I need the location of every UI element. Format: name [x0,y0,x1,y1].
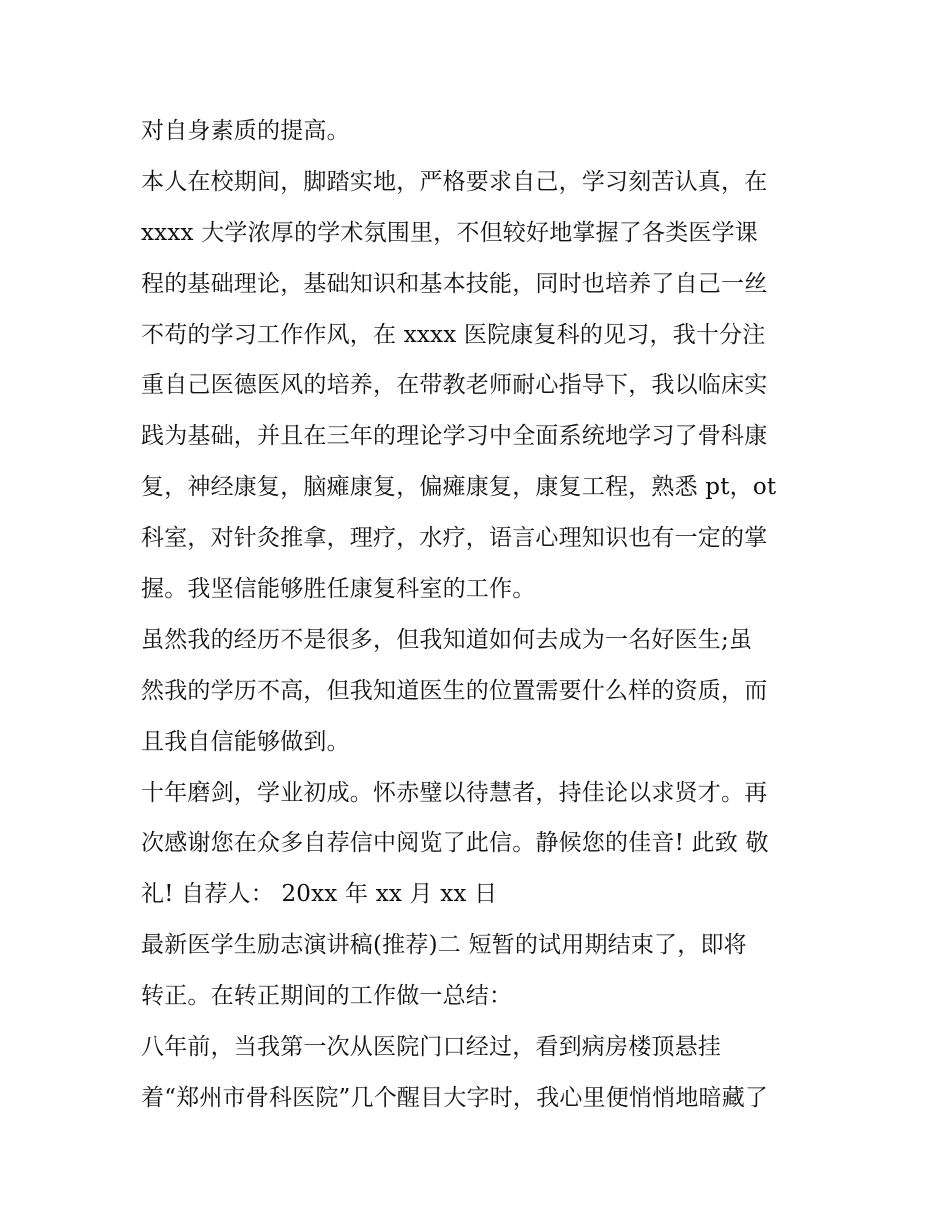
text-line: xxxx 大学浓厚的学术氛围里，不但较好地掌握了各类医学课 [141,219,758,246]
document-body [141,106,821,1124]
text-line: 程的基础理论，基础知识和基本技能，同时也培养了自己一丝 [141,270,768,297]
text-line: 握。我坚信能够胜任康复科室的工作。 [141,576,536,603]
text-line: 最新医学生励志演讲稿(推荐)二 短暂的试用期结束了，即将 [141,932,747,959]
text-line: 践为基础，并且在三年的理论学习中全面系统地学习了骨科康 [141,423,768,450]
text-line: 重自己医德医风的培养，在带教老师耐心指导下，我以临床实 [141,372,768,399]
text-line: 次感谢您在众多自荐信中阅览了此信。静候您的佳音! 此致 敬 [141,830,769,857]
text-line: 虽然我的经历不是很多，但我知道如何去成为一名好医生;虽 [141,626,753,653]
text-line: 不苟的学习工作作风，在 xxxx 医院康复科的见习，我十分注 [141,321,766,348]
text-line: 十年磨剑，学业初成。怀赤璧以待慧者，持佳论以求贤才。再 [141,779,768,806]
text-line: 着“郑州市骨科医院”几个醒目大字时，我心里便悄悄地暗藏了 [141,1084,769,1111]
text-line: 转正。在转正期间的工作做一总结： [141,983,513,1010]
text-line: 科室，对针灸推拿，理疗，水疗，语言心理知识也有一定的掌 [141,525,768,552]
text-line: 且我自信能够做到。 [141,728,350,755]
text-line: 然我的学历不高，但我知道医生的位置需要什么样的资质，而 [141,677,768,704]
text-line: 本人在校期间，脚踏实地，严格要求自己，学习刻苦认真，在 [141,168,768,195]
text-line: 对自身素质的提高。 [141,118,350,144]
text-line: 礼! 自荐人： 20xx 年 xx 月 xx 日 [141,881,498,908]
text-line: 八年前，当我第一次从医院门口经过，看到病房楼顶悬挂 [141,1034,721,1061]
text-line: 复，神经康复，脑瘫康复，偏瘫康复，康复工程，熟悉 pt，ot [141,474,777,501]
